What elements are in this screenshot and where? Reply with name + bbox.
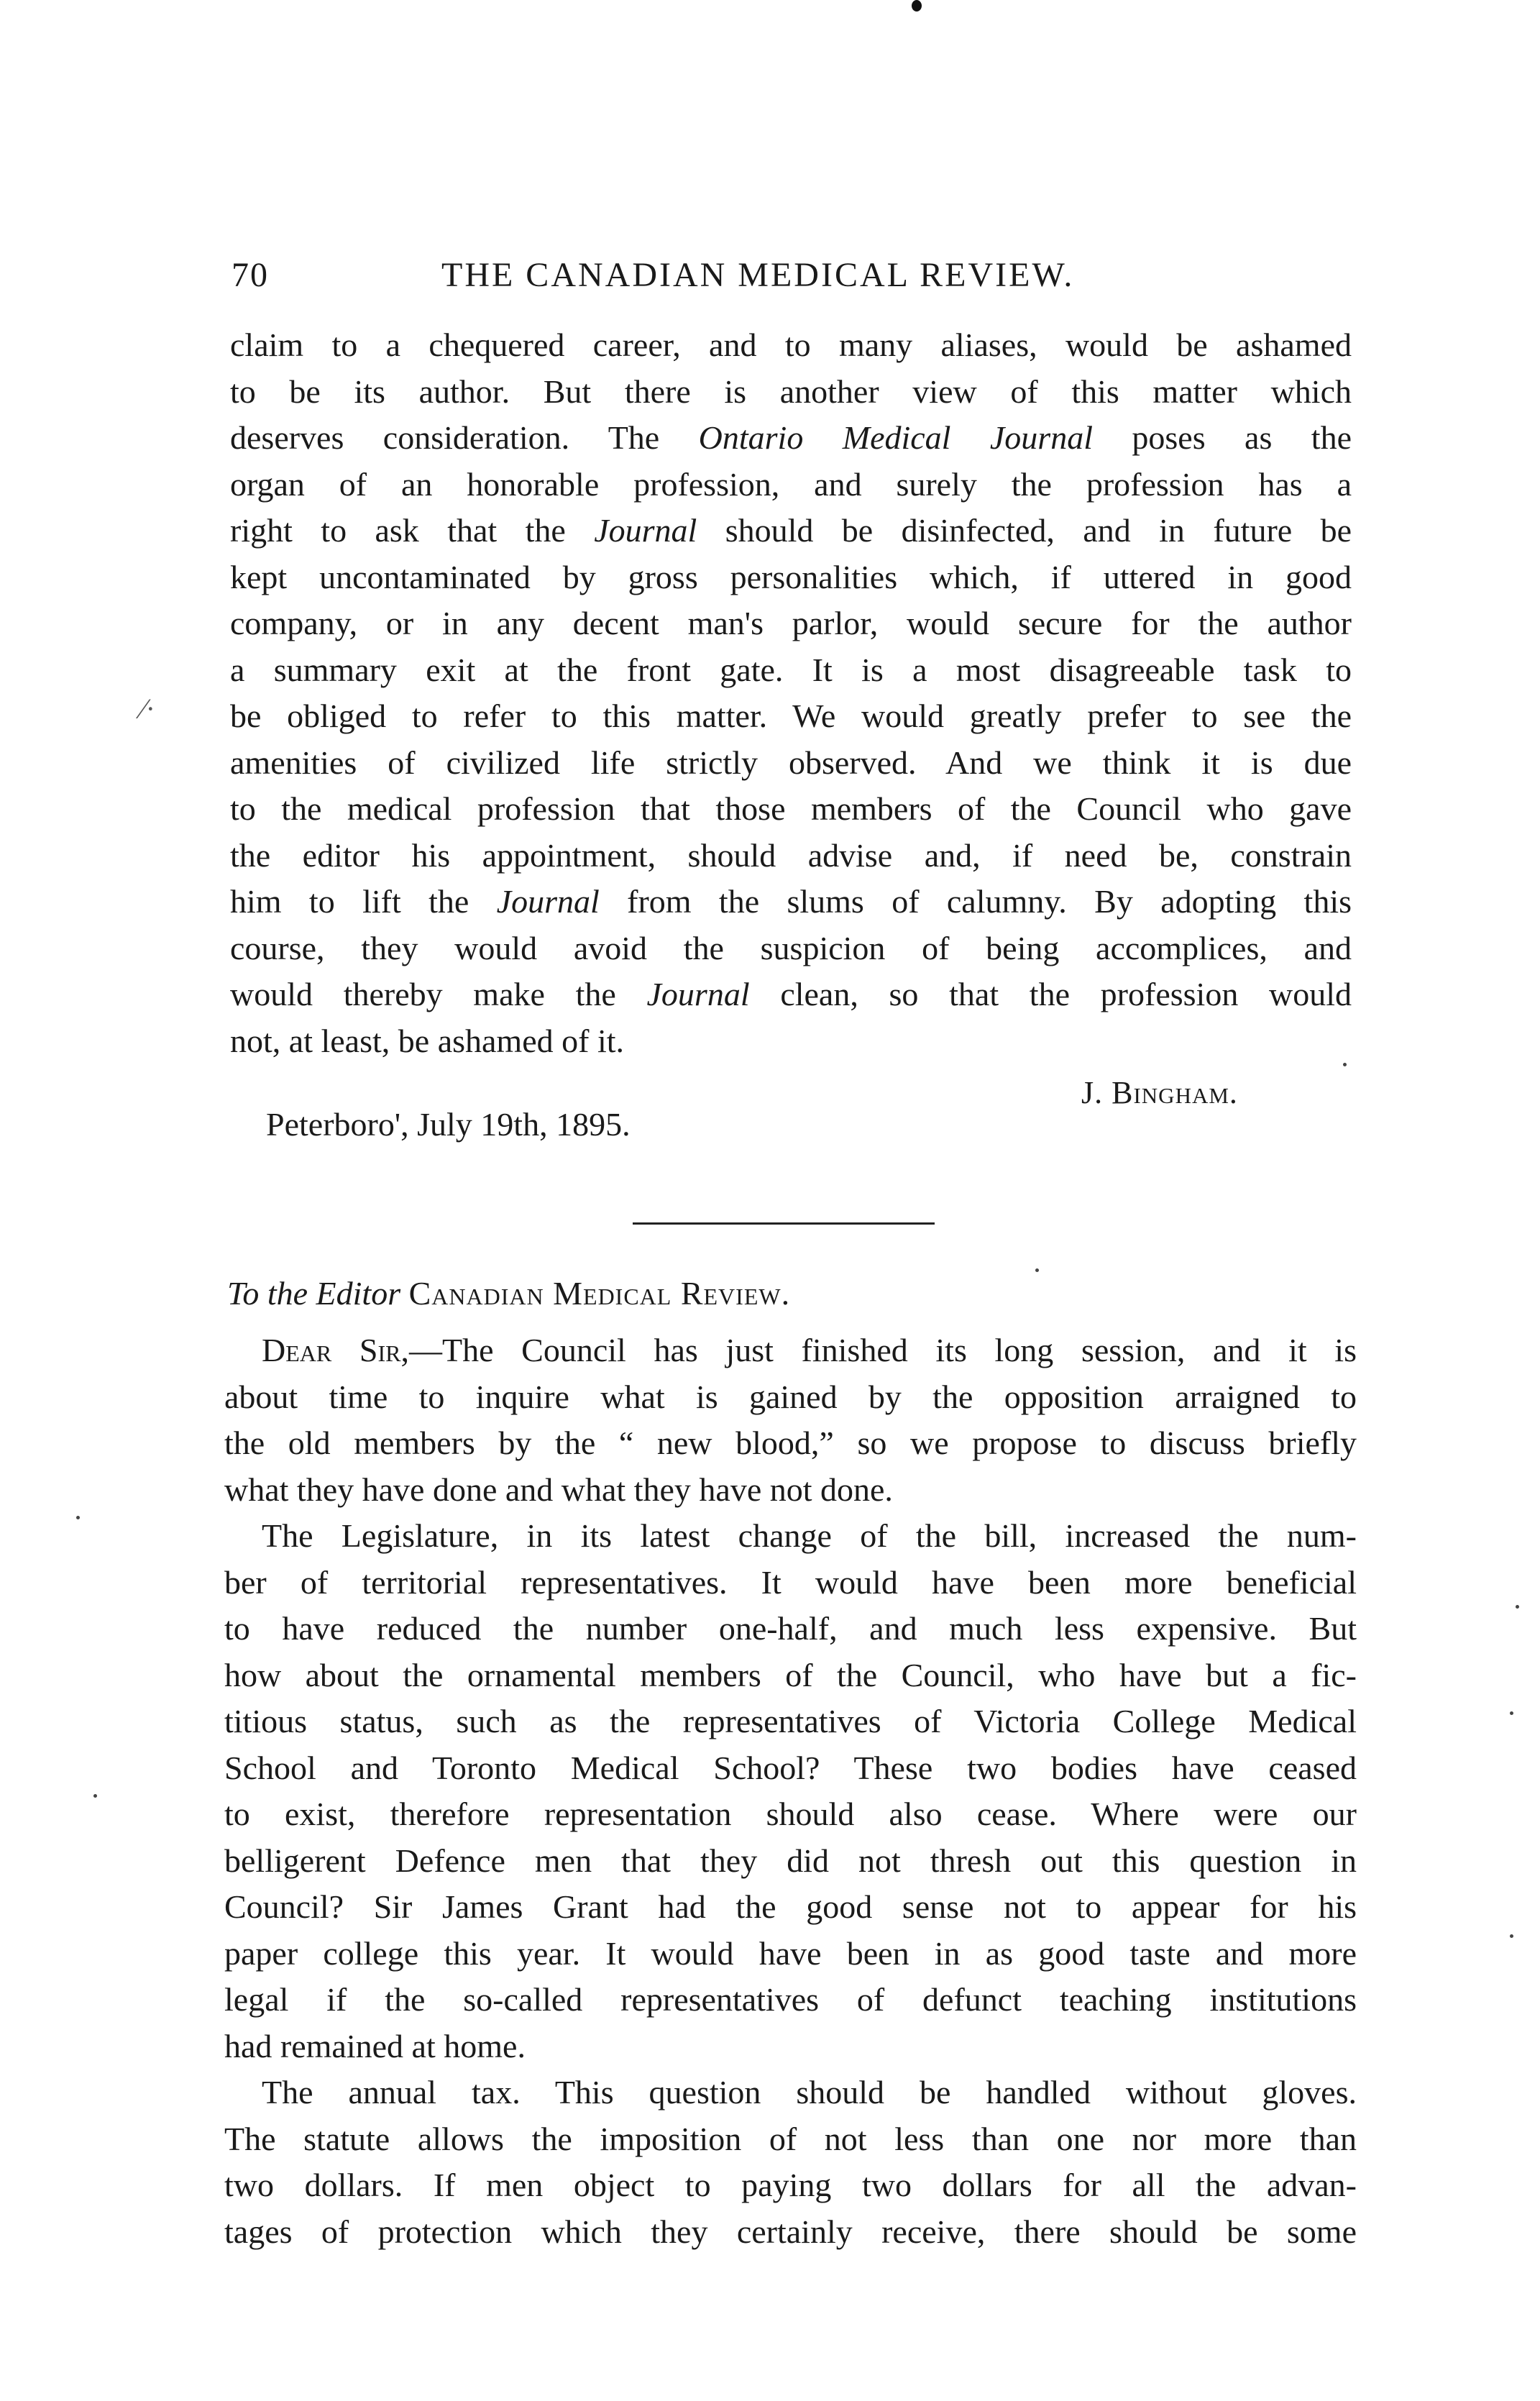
salutation-journal: Canadian Medical Review. xyxy=(408,1275,791,1312)
ink-dot xyxy=(912,0,922,12)
stray-mark xyxy=(1343,1063,1347,1066)
text-line: would thereby make the Journal clean, so that the profession would xyxy=(230,976,1352,1012)
text-line xyxy=(224,1327,1357,1374)
text-line: right to ask that the Journal should be disinfected, and in future be xyxy=(230,512,1352,549)
stray-mark xyxy=(1510,1934,1513,1938)
text-line: the editor his appointment, should advise and, if need be, constrain xyxy=(230,836,1352,874)
section-divider xyxy=(633,1222,935,1225)
text-line: The Legislature, in its latest change of the bill, increased the num- xyxy=(262,1517,1357,1554)
text-line: amenities of civilized life strictly observed. And we think it is due xyxy=(230,744,1352,781)
journal-name-italic: Ontario Medical Journal xyxy=(698,419,1093,456)
text-line: company, or in any decent man's parlor, would secure for the author xyxy=(230,605,1352,641)
salutation xyxy=(227,1274,790,1312)
text-line: The statute allows the imposition of not less than one nor more than xyxy=(224,2120,1357,2157)
margin-pencil-mark: ⁄· xyxy=(141,692,155,725)
text-line: legal if the so-called representatives of defunct teaching institutions xyxy=(224,1981,1357,2018)
text-line: kept uncontaminated by gross personalities which, if uttered in good xyxy=(230,558,1352,595)
signature-name: J. Bingham. xyxy=(1081,1075,1238,1110)
signature xyxy=(1081,1074,1238,1111)
text-line: to the medical profession that those members of the Council who gave xyxy=(230,790,1352,827)
text-line: to have reduced the number one-half, and much less expensive. But xyxy=(224,1610,1357,1647)
text-line: organ of an honorable profession, and surely the profession has a xyxy=(230,465,1352,503)
text-line: claim to a chequered career, and to many aliases, would be ashamed xyxy=(230,326,1352,363)
stray-mark xyxy=(76,1516,80,1519)
journal-name-italic: Journal xyxy=(496,883,600,920)
text-line: him to lift the Journal from the slums of calumny. By adopting this xyxy=(230,883,1352,920)
text-line: deserves consideration. The Ontario Medical Journal poses as the xyxy=(230,419,1352,456)
text-line: about time to inquire what is gained by the opposition arraigned to xyxy=(224,1378,1357,1415)
continued-letter-body xyxy=(230,322,1352,1064)
text-line: The annual tax. This question should be handled without gloves. xyxy=(262,2074,1357,2110)
text-span: —The Council has just finished its long session, and it is xyxy=(408,1332,1357,1368)
text-line: what they have done and what they have not done. xyxy=(224,1471,893,1508)
text-line: ber of territorial representatives. It would have been more beneficial xyxy=(224,1563,1357,1601)
text-line: Council? Sir James Grant had the good sense not to appear for his xyxy=(224,1888,1357,1925)
text-line: titious status, such as the representatives of Victoria College Medical xyxy=(224,1703,1357,1739)
text-line: be obliged to refer to this matter. We would greatly prefer to see the xyxy=(230,698,1352,734)
stray-mark xyxy=(93,1794,97,1798)
text-line: had remained at home. xyxy=(224,2027,526,2064)
running-head xyxy=(232,255,1166,298)
text-line: the old members by the “ new blood,” so we propose to discuss briefly xyxy=(224,1424,1357,1461)
text-line: paper college this year. It would have been in as good taste and more xyxy=(224,1934,1357,1972)
journal-title: THE CANADIAN MEDICAL REVIEW. xyxy=(441,256,1075,294)
stray-mark xyxy=(1516,1605,1519,1609)
text-line: not, at least, be ashamed of it. xyxy=(230,1022,625,1059)
stray-mark xyxy=(1035,1268,1039,1272)
journal-name-italic: Journal xyxy=(646,976,750,1012)
text-line: School and Toronto Medical School? These two bodies have ceased xyxy=(224,1749,1357,1786)
salutation-italic: To the Editor xyxy=(227,1275,401,1312)
second-letter-body xyxy=(224,1327,1357,2255)
opening-words: Dear Sir, xyxy=(262,1332,409,1368)
text-line: belligerent Defence men that they did not thresh out this question in xyxy=(224,1842,1357,1879)
text-line: how about the ornamental members of the Council, who have but a fic- xyxy=(224,1656,1357,1693)
page-number: 70 xyxy=(232,256,269,294)
text-line: to exist, therefore representation should also cease. Where were our xyxy=(224,1796,1357,1832)
dateline: Peterboro', July 19th, 1895. xyxy=(266,1106,631,1143)
journal-name-italic: Journal xyxy=(594,512,697,549)
text-line: course, they would avoid the suspicion of being accomplices, and xyxy=(230,929,1352,966)
text-line: tages of protection which they certainly receive, there should be some xyxy=(224,2213,1357,2250)
stray-mark xyxy=(1510,1711,1513,1715)
text-line: a summary exit at the front gate. It is a most disagreeable task to xyxy=(230,651,1352,688)
text-line: two dollars. If men object to paying two dollars for all the advan- xyxy=(224,2167,1357,2203)
text-line: to be its author. But there is another view of this matter which xyxy=(230,372,1352,410)
